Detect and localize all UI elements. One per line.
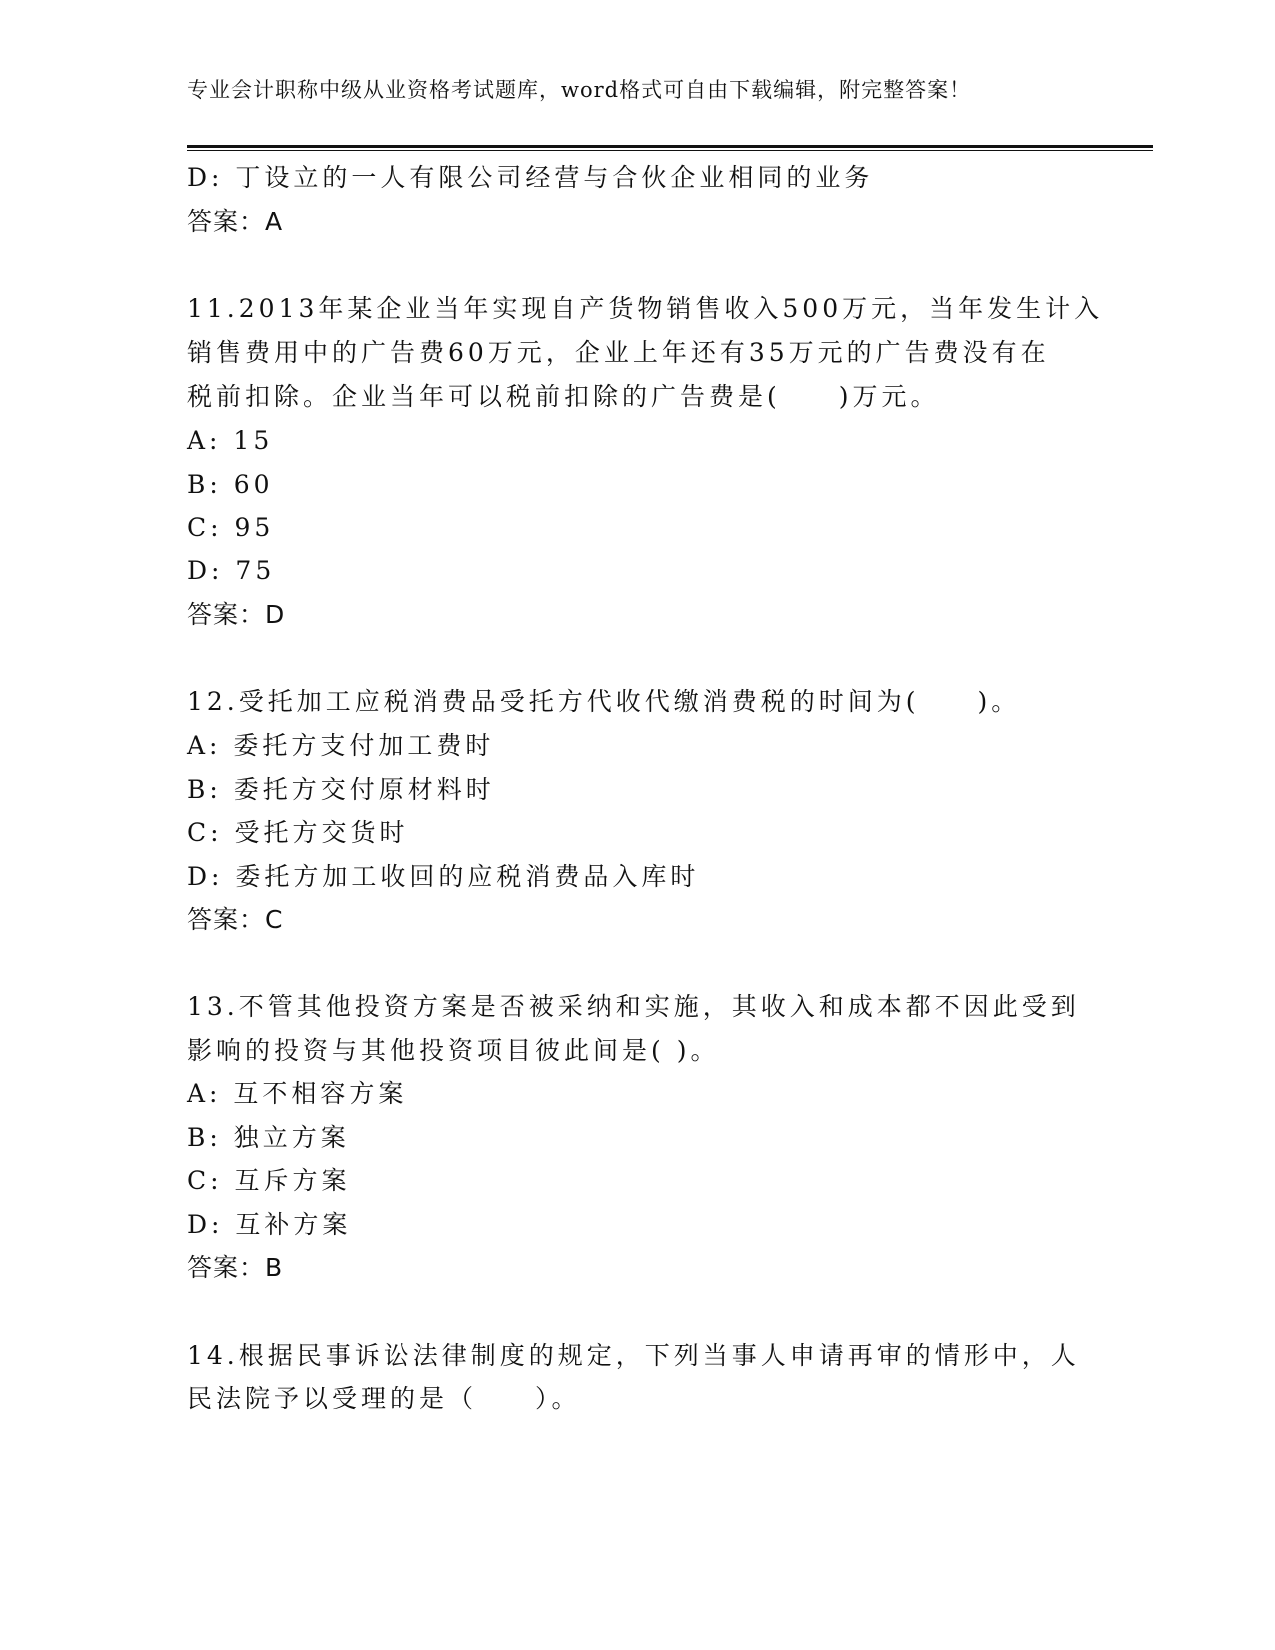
question-11-option-a: A: 15: [187, 426, 274, 455]
question-14-line-2: 民法院予以受理的是（ ）。: [187, 1384, 581, 1413]
question-12-line-1: 12.受托加工应税消费品受托方代收代缴消费税的时间为( )。: [187, 687, 1021, 716]
question-13-line-1: 13.不管其他投资方案是否被采纳和实施，其收入和成本都不因此受到: [187, 992, 1080, 1021]
question-13-line-2: 影响的投资与其他投资项目彼此间是( )。: [187, 1036, 720, 1065]
question-12-option-b: B: 委托方交付原材料时: [187, 775, 495, 804]
question-13-answer: 答案：B: [187, 1253, 284, 1282]
question-13-option-a: A: 互不相容方案: [187, 1079, 408, 1108]
question-11-line-2: 销售费用中的广告费60万元，企业上年还有35万元的广告费没有在: [187, 338, 1050, 367]
question-11-option-d: D: 75: [187, 556, 276, 585]
question-11-answer: 答案：D: [187, 600, 286, 629]
question-12-option-c: C: 受托方交货时: [187, 818, 409, 847]
question-12-answer: 答案：C: [187, 905, 284, 934]
question-12-option-d: D: 委托方加工收回的应税消费品入库时: [187, 862, 700, 891]
question-11-line-3: 税前扣除。企业当年可以税前扣除的广告费是( )万元。: [187, 382, 940, 411]
question-11-option-c: C: 95: [187, 513, 275, 542]
page-header: 专业会计职称中级从业资格考试题库，word格式可自由下载编辑，附完整答案！: [187, 78, 972, 102]
question-13-option-b: B: 独立方案: [187, 1123, 350, 1152]
question-11-line-1: 11.2013年某企业当年实现自产货物销售收入500万元，当年发生计入: [187, 294, 1104, 323]
question-13-option-c: C: 互斥方案: [187, 1166, 351, 1195]
question-11-option-b: B: 60: [187, 470, 274, 499]
question-14-line-1: 14.根据民事诉讼法律制度的规定，下列当事人申请再审的情形中，人: [187, 1341, 1080, 1370]
question-12-option-a: A: 委托方支付加工费时: [187, 731, 495, 760]
header-divider: [187, 145, 1153, 151]
question-13-option-d: D: 互补方案: [187, 1210, 352, 1239]
answer-label: 答案：A: [187, 207, 284, 236]
option-d: D: 丁设立的一人有限公司经营与合伙企业相同的业务: [187, 163, 874, 192]
